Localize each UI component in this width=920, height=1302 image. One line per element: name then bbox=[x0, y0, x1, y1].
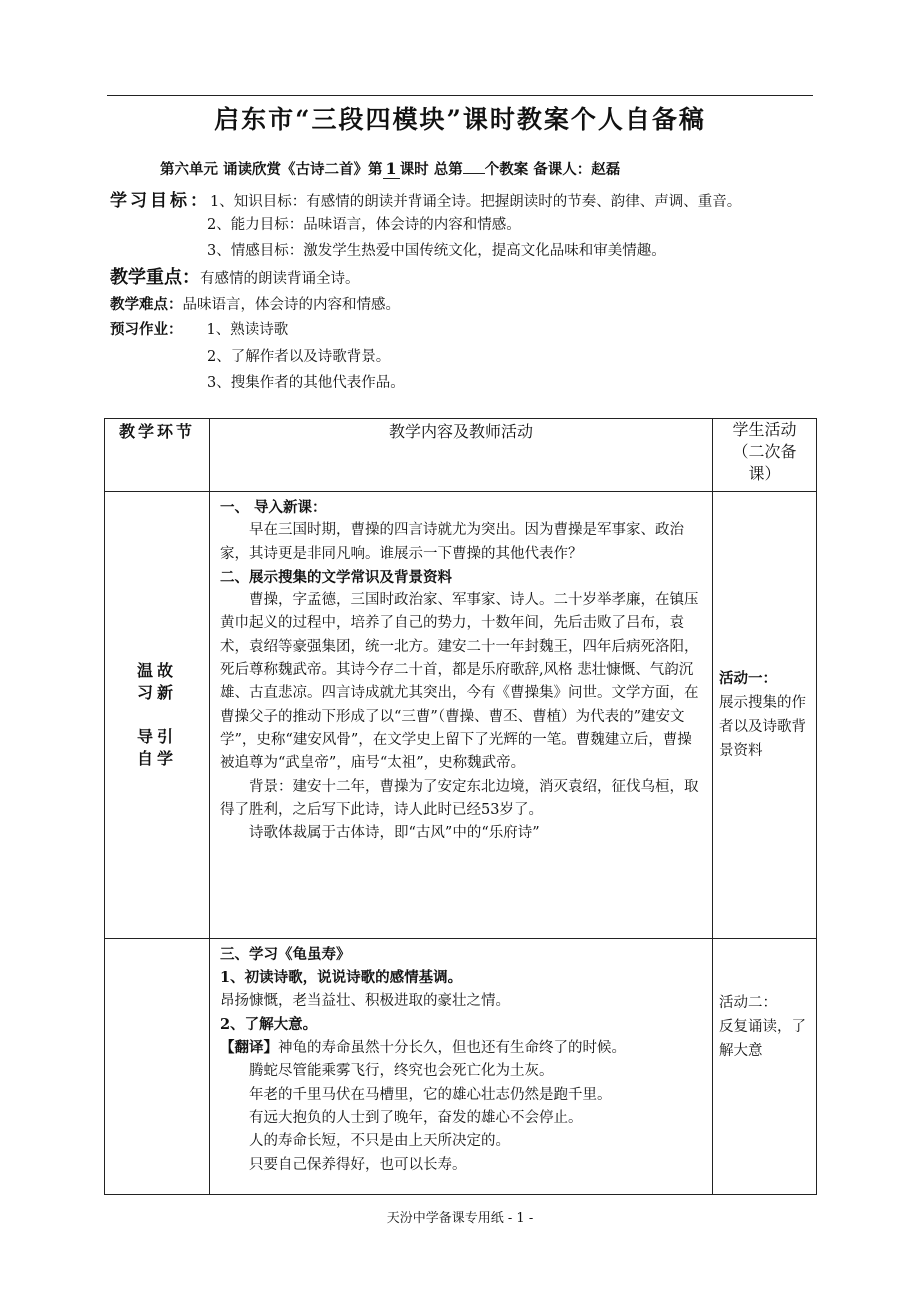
preview-item: 1、熟读诗歌 bbox=[206, 322, 289, 338]
header-content: 教学内容及教师活动 bbox=[210, 419, 713, 492]
activity-cell bbox=[713, 939, 817, 1195]
translation-text: 年老的千里马伏在马槽里，它的雄心壮志仍然是跑千里。 bbox=[249, 1086, 612, 1103]
activity-text: 反复诵读，了解大意 bbox=[719, 1019, 806, 1059]
header-student-line: 学生活动 bbox=[732, 420, 797, 439]
paragraph: 诗歌体裁属于古体诗，即“古风”中的“乐府诗” bbox=[249, 825, 540, 842]
key-point-text: 有感情的朗读背诵全诗。 bbox=[200, 271, 360, 287]
preview-label: 预习作业： bbox=[110, 321, 183, 338]
preview-line-1 bbox=[110, 318, 288, 339]
section-heading: 二、展示搜集的文学常识及背景资料 bbox=[220, 568, 452, 586]
activity-text: 展示搜集的作者以及诗歌背景资料 bbox=[719, 695, 806, 759]
header-student bbox=[713, 419, 817, 492]
goal-item: 2、能力目标：品味语言，体会诗的内容和情感。 bbox=[207, 217, 521, 233]
goal-item: 1、知识目标：有感情的朗读并背诵全诗。把握朗读时的节奏、韵律、声调、重音。 bbox=[210, 194, 742, 210]
paragraph: 背景：建安十二年，曹操为了安定东北边境，消灭袁绍，征伐乌桓，取得了胜利，之后写下此诗，诗人此时已经53岁了。 bbox=[220, 778, 699, 818]
translation-text: 人的寿命长短，不只是由上天所决定的。 bbox=[249, 1133, 510, 1150]
content-cell bbox=[210, 492, 713, 939]
stage-text: 温故 bbox=[136, 661, 177, 680]
paragraph: 昂扬慷慨，老当益壮、积极进取的豪壮之情。 bbox=[220, 992, 510, 1009]
activity-title: 活动一： bbox=[719, 670, 777, 687]
lesson-number: 1 bbox=[383, 159, 400, 179]
content-cell bbox=[210, 939, 713, 1195]
section-heading: 2、了解大意。 bbox=[220, 1015, 318, 1033]
page-title: 启东市“三段四模块”课时教案个人自备稿 bbox=[214, 105, 706, 134]
section-heading: 1、初读诗歌，说说诗歌的感情基调。 bbox=[220, 969, 463, 987]
translation-text: 腾蛇尽管能乘雾飞行，终究也会死亡化为土灰。 bbox=[249, 1063, 554, 1080]
key-point-line bbox=[110, 263, 360, 289]
activity-title: 活动二： bbox=[719, 995, 777, 1011]
translation-text: 有远大抱负的人士到了晚年，奋发的雄心不会停止。 bbox=[249, 1110, 583, 1127]
stage-text: 习新 bbox=[136, 683, 177, 702]
lesson-info-line bbox=[160, 158, 620, 179]
translation-text: 神龟的寿命虽然十分长久，但也还有生命终了的时候。 bbox=[278, 1040, 626, 1057]
header-student-line: 课） bbox=[748, 464, 781, 483]
translation-label: 【翻译】 bbox=[220, 1039, 278, 1057]
section-heading: 一、 导入新课： bbox=[220, 499, 327, 516]
header-stage: 教学环节 bbox=[105, 419, 210, 492]
blank-field bbox=[463, 159, 485, 174]
paragraph: 曹操，字孟德，三国时政治家、军事家、诗人。二十岁举孝廉，在镇压黄巾起义的过程中，培养了自己的势力，十数年间，先后击败了吕布，袁术，袁绍等豪强集团，统一北方。建安二十一年封魏王，四年后病死洛阳，死后尊称魏武帝。其诗今存二十首，都是乐府歌辞,风格 悲壮慷慨、气韵沉雄、古直悲凉。四言诗成就尤其突出，今有《曹操集》问世。文学方面，在曹操父子的推动下形成了以“三曹”（曹操、曹丕、曹植）为代表的”建安文学”，史称“建安风骨”，在文学史上留下了光辉的一笔。曹魏建立后，曹操被追尊为“武皇帝”，庙号“太祖”，史称魏武帝。 bbox=[220, 592, 699, 772]
goal-line-1 bbox=[110, 186, 741, 211]
lesson-plan-table bbox=[104, 418, 817, 1195]
page-footer: 天汾中学备课专用纸 - 1 - bbox=[386, 1211, 534, 1226]
difficulty-line bbox=[110, 293, 400, 314]
key-point-label: 教学重点： bbox=[110, 267, 200, 288]
stage-cell bbox=[105, 939, 210, 1195]
translation-line bbox=[220, 1036, 704, 1060]
lesson-unit-text: 第六单元 诵读欣赏《古诗二首》第 bbox=[160, 161, 383, 178]
goals-label: 学习目标： bbox=[110, 191, 210, 211]
section-heading: 三、学习《龟虽寿》 bbox=[220, 946, 351, 963]
stage-cell bbox=[105, 492, 210, 939]
table-header-row bbox=[105, 419, 817, 492]
header-student-line: （二次备 bbox=[732, 442, 797, 461]
activity-cell bbox=[713, 492, 817, 939]
table-row bbox=[105, 492, 817, 939]
goal-item: 3、情感目标：激发学生热爱中国传统文化，提高文化品味和审美情趣。 bbox=[207, 243, 666, 259]
paragraph: 早在三国时期，曹操的四言诗就尤为突出。因为曹操是军事家、政治家，其诗更是非同凡响。谁展示一下曹操的其他代表作？ bbox=[220, 522, 684, 562]
table-row bbox=[105, 939, 817, 1195]
lesson-total-text: 课时 总第 bbox=[399, 161, 463, 178]
difficulty-text: 品味语言，体会诗的内容和情感。 bbox=[182, 297, 400, 313]
lesson-author-text: 个教案 备课人：赵磊 bbox=[484, 161, 621, 178]
stage-text: 导引 bbox=[136, 727, 177, 746]
stage-text: 自学 bbox=[136, 749, 177, 768]
preview-item: 3、搜集作者的其他代表作品。 bbox=[207, 375, 405, 391]
preview-item: 2、了解作者以及诗歌背景。 bbox=[207, 349, 391, 365]
difficulty-label: 教学难点： bbox=[110, 296, 183, 313]
translation-text: 只要自己保养得好，也可以长寿。 bbox=[249, 1156, 467, 1173]
header-rule bbox=[107, 95, 813, 96]
